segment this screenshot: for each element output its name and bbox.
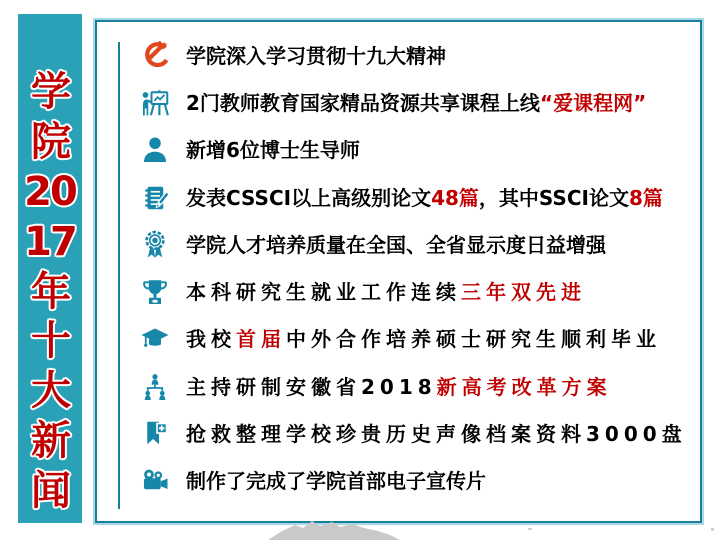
news-text-segment: 2门教师教育国家精品资源共享课程上线 (186, 91, 540, 116)
news-text-segment: 三年双先进 (461, 280, 586, 305)
medal-icon (139, 229, 171, 261)
news-text-segment: 学院深入学习贯彻十九大精神 (186, 44, 446, 68)
person-icon (139, 134, 171, 166)
news-text-segment: ，其中SSCI论文 (478, 185, 629, 210)
news-text-segment: 发表CSSCI以上高级别论文 (186, 185, 432, 210)
title-char: 院 (31, 118, 69, 165)
bookmark-plus-icon (139, 418, 171, 450)
trophy-icon (139, 276, 171, 308)
news-text-segment: 首届 (236, 327, 286, 352)
news-item-text (186, 138, 360, 163)
news-item (139, 87, 694, 119)
news-text-segment: 我校 (186, 327, 236, 352)
map-watermark-shape (268, 521, 400, 540)
news-item (139, 323, 694, 355)
news-text-segment: 新增6位博士生导师 (186, 138, 360, 163)
title-char: 新 (31, 418, 69, 465)
news-item-text (186, 421, 687, 446)
news-item (139, 134, 694, 166)
news-text-segment: “爱课程网” (539, 91, 647, 116)
news-item (139, 371, 694, 403)
news-item-text (186, 468, 486, 493)
news-text-segment: 8篇 (628, 185, 663, 210)
news-item-text (186, 185, 663, 210)
title-char: 年 (31, 268, 69, 315)
vertical-divider (118, 42, 120, 509)
notebook-pen-icon (139, 182, 171, 214)
watermark-speck (711, 528, 714, 531)
title-char: 17 (24, 218, 76, 265)
presenter-easel-icon (139, 87, 171, 119)
news-item-text (186, 327, 661, 352)
org-chart-icon (139, 371, 171, 403)
vertical-title-banner (18, 14, 82, 523)
news-item (139, 229, 694, 261)
news-panel (95, 20, 702, 523)
title-char: 闻 (31, 468, 69, 514)
party-emblem-icon (139, 40, 171, 72)
news-item-text (186, 91, 647, 116)
title-char: 十 (31, 318, 69, 365)
news-item (139, 276, 694, 308)
watermark-speck (528, 528, 532, 530)
news-item (139, 40, 694, 72)
news-text-segment: 中外合作培养硕士研究生顺利毕业 (286, 327, 661, 352)
news-text-segment: 本科研究生就业工作连续 (186, 280, 461, 305)
news-text-segment: 主持研制安徽省2018 (186, 374, 437, 399)
title-char: 20 (24, 168, 76, 215)
news-item (139, 465, 694, 497)
map-watermark (240, 519, 440, 540)
news-text-segment: 抢救整理学校珍贵历史声像档案资料3000盘 (186, 421, 687, 446)
news-text-segment: 学院人才培养质量在全国、全省显示度日益增强 (186, 232, 606, 257)
graduation-cap-icon (139, 323, 171, 355)
news-item (139, 182, 694, 214)
title-char: 大 (31, 368, 69, 415)
video-camera-icon (139, 465, 171, 497)
news-item-text (186, 46, 446, 66)
news-list (139, 40, 694, 497)
news-text-segment: 新高考改革方案 (436, 374, 612, 399)
title-char: 学 (31, 69, 69, 115)
news-item (139, 418, 694, 450)
news-text-segment: 48篇 (431, 185, 479, 210)
news-text-segment: 制作了完成了学院首部电子宣传片 (186, 468, 486, 493)
news-item-text (186, 374, 612, 399)
news-item-text (186, 280, 586, 305)
news-item-text (186, 232, 606, 257)
